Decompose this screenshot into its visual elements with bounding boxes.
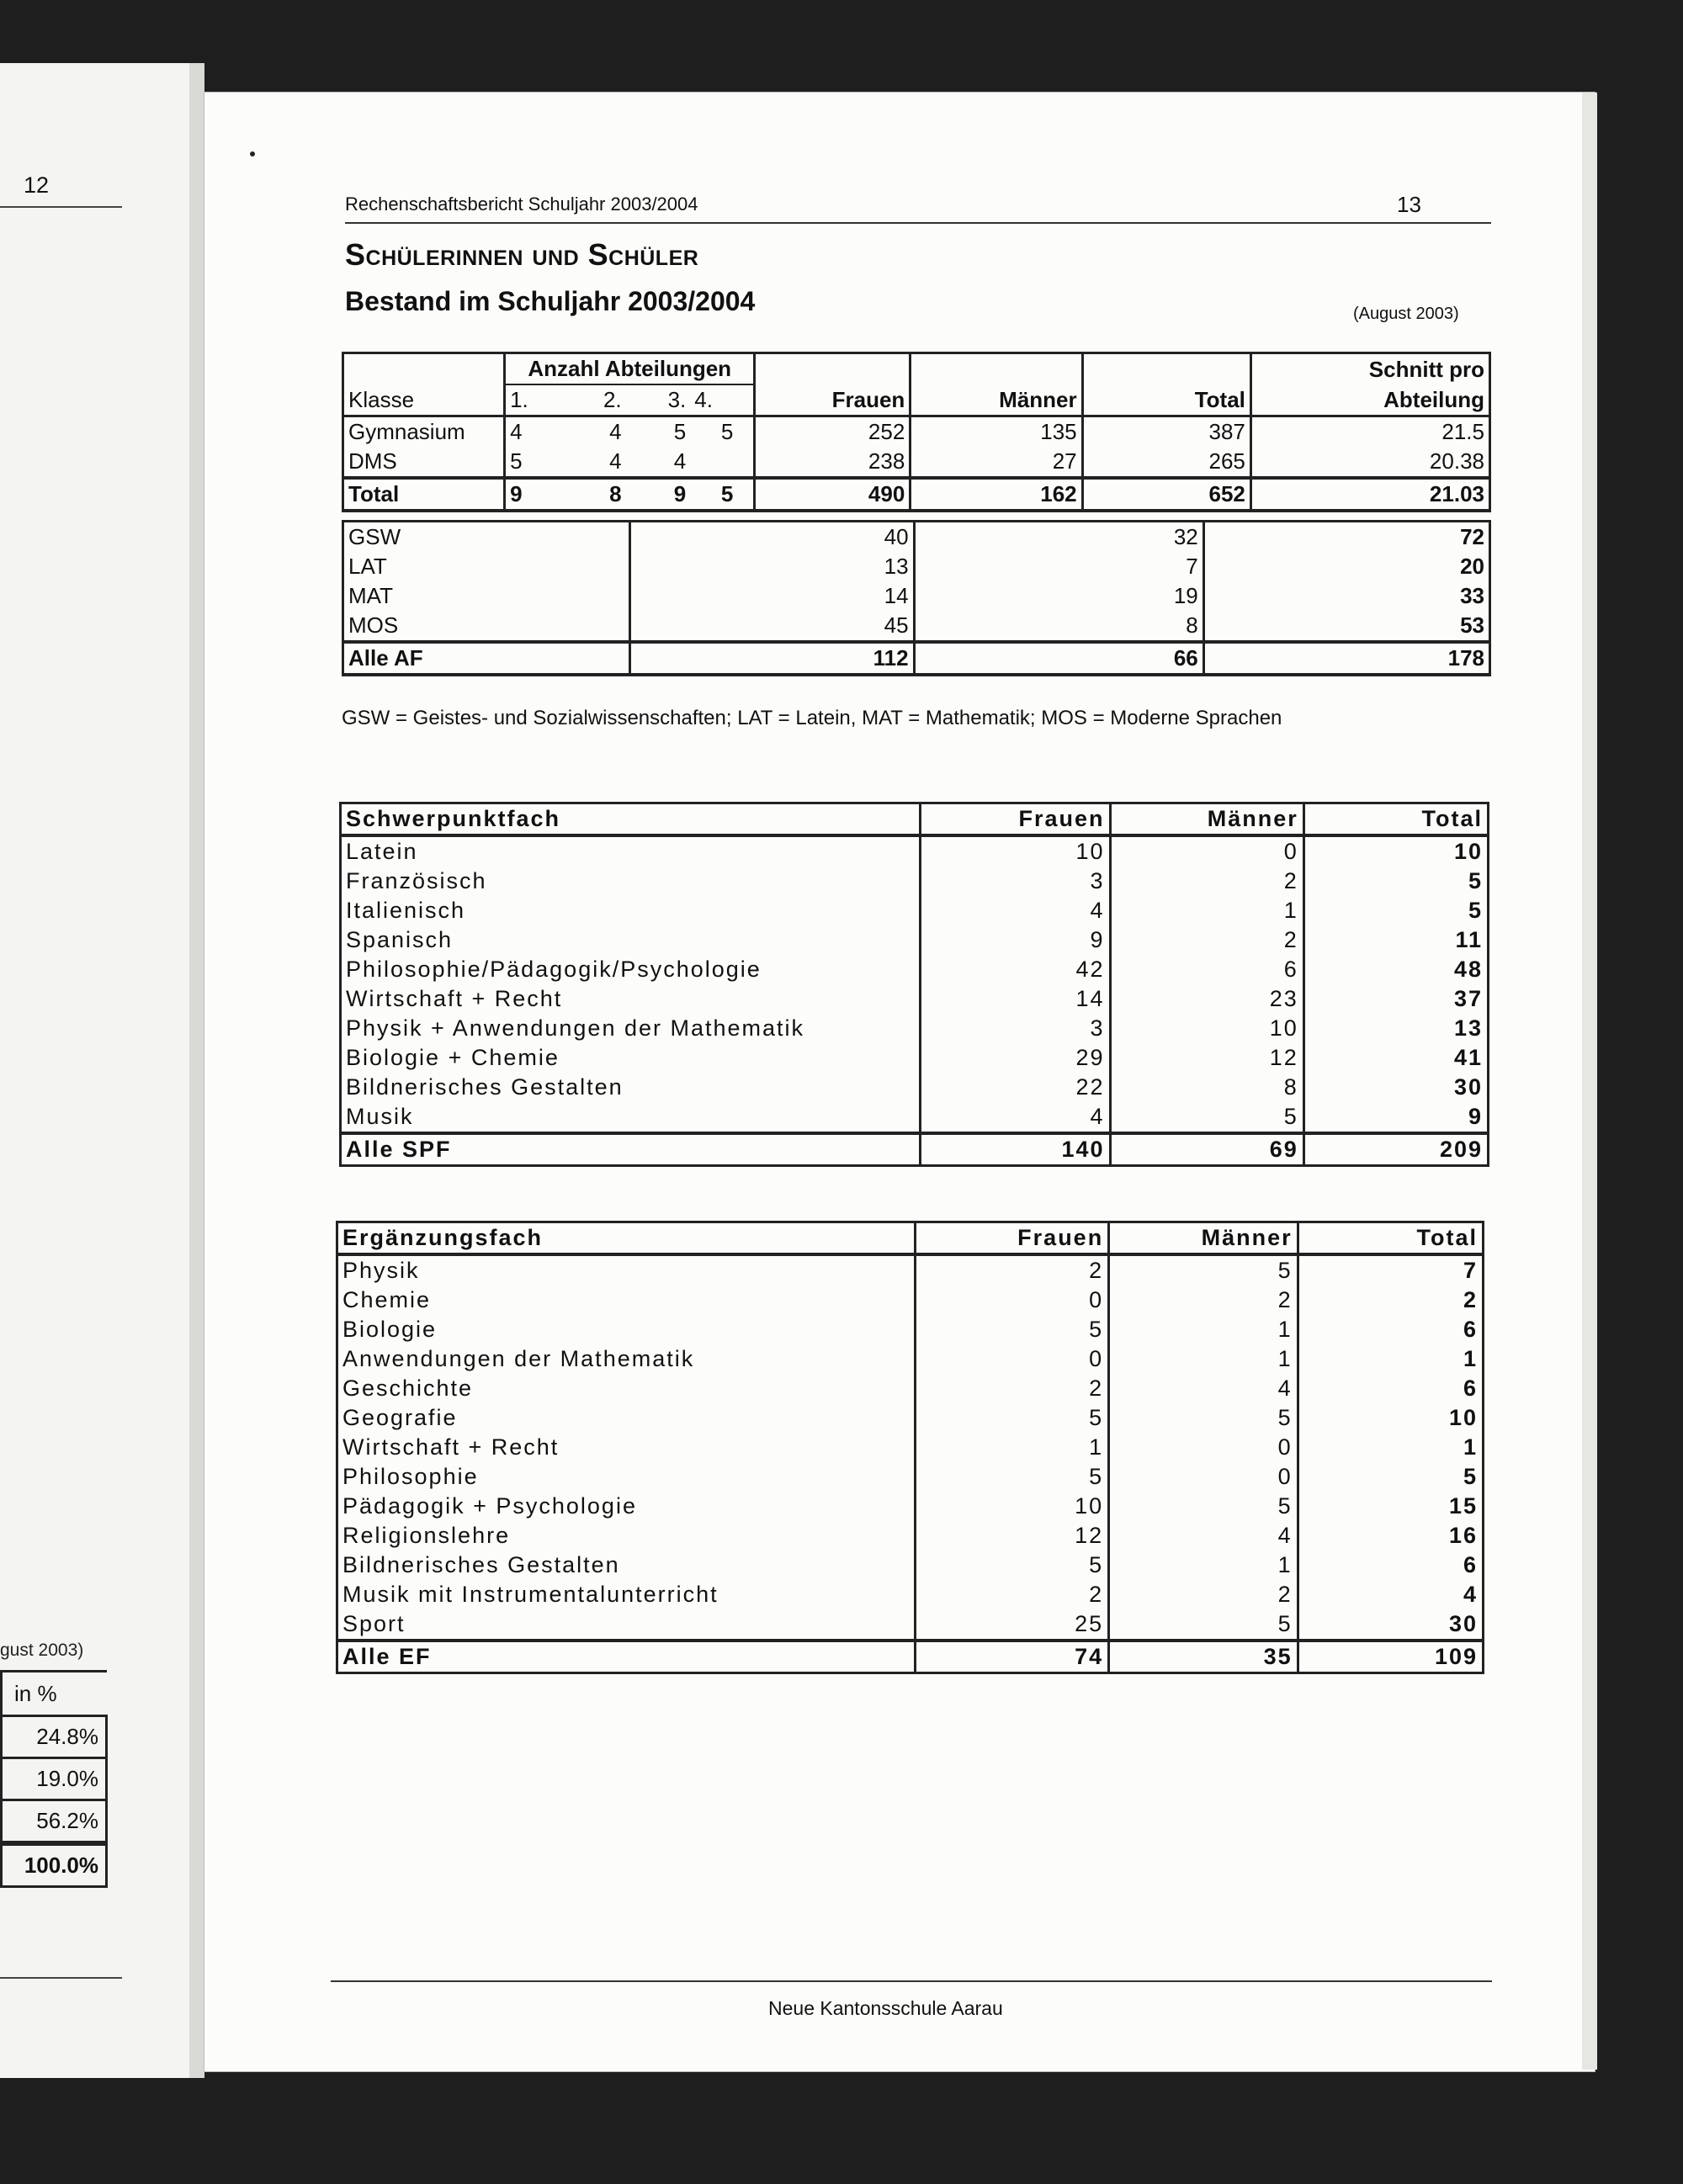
report-title: Rechenschaftsbericht Schuljahr 2003/2004 [345, 193, 698, 215]
footer-text: Neue Kantonsschule Aarau [768, 1997, 1003, 2019]
table-row [337, 1403, 1484, 1433]
left-percent-cell: 19.0% [2, 1758, 107, 1800]
left-percent-header: in % [2, 1672, 107, 1716]
ef-total-cell: 6 [1463, 1317, 1478, 1342]
left-date-fragment: gust 2003) [0, 1641, 84, 1660]
table-row [337, 1285, 1484, 1315]
year-label: 3. [626, 384, 691, 416]
ef-total-cell: 1 [1463, 1434, 1478, 1460]
table-row: MOS 45 8 53 [343, 611, 1490, 642]
left-percent-cell: 56.2% [2, 1800, 107, 1844]
table-row [341, 1043, 1489, 1073]
ef-maenner-cell: 1 [1109, 1551, 1298, 1580]
spf-name-cell: Wirtschaft + Recht [341, 984, 921, 1014]
ef-frauen-cell: 5 [915, 1403, 1108, 1433]
ef-maenner-cell: 2 [1109, 1285, 1298, 1315]
ef-maenner-cell: 0 [1109, 1462, 1298, 1492]
af-table [342, 520, 1491, 676]
spf-total-cell: 48 [1453, 957, 1483, 982]
table-row [337, 1254, 1484, 1285]
table-row [337, 1315, 1484, 1344]
spf-frauen-cell: 4 [921, 1102, 1110, 1133]
table-row [341, 867, 1489, 896]
left-percent-table [0, 1670, 108, 1888]
ef-maenner-cell: 5 [1109, 1254, 1298, 1285]
ef-maenner-cell: 2 [1109, 1580, 1298, 1609]
spf-total-cell: 30 [1453, 1074, 1483, 1100]
table-row [341, 896, 1489, 925]
left-page-number: 12 [24, 172, 50, 198]
spf-name-cell: Französisch [341, 867, 921, 896]
spf-maenner-cell: 2 [1110, 925, 1303, 955]
col-schnitt: Schnitt pro [1250, 353, 1489, 385]
ef-name-cell: Bildnerisches Gestalten [337, 1551, 916, 1580]
spf-maenner-cell: 8 [1110, 1073, 1303, 1102]
table-row: LAT 13 7 20 [343, 552, 1490, 581]
ef-total-cell: 6 [1463, 1552, 1478, 1577]
ef-frauen-cell: 2 [915, 1254, 1108, 1285]
spf-name-cell: Bildnerisches Gestalten [341, 1073, 921, 1102]
table-row [341, 835, 1489, 867]
table-row [341, 1102, 1489, 1133]
ef-name-cell: Pädagogik + Psychologie [337, 1492, 916, 1521]
total-row: Total 9 8 9 5 490 162 652 21.03 [343, 478, 1490, 511]
table-row [337, 1433, 1484, 1462]
ef-total-cell: 30 [1448, 1611, 1478, 1636]
ef-name-cell: Philosophie [337, 1462, 916, 1492]
ef-frauen-cell: 5 [915, 1315, 1108, 1344]
ef-maenner-cell: 1 [1109, 1344, 1298, 1374]
spf-maenner-cell: 2 [1110, 867, 1303, 896]
page-number: 13 [1397, 192, 1421, 217]
spf-total-cell: 9 [1468, 1104, 1483, 1129]
table-row [337, 1551, 1484, 1580]
ef-maenner-cell: 1 [1109, 1315, 1298, 1344]
table-row [341, 925, 1489, 955]
table-row: GSW 40 32 72 [343, 522, 1490, 553]
spf-maenner-cell: 5 [1110, 1102, 1303, 1133]
table-header: Schwerpunktfach Frauen Männer Total [341, 803, 1489, 836]
spf-name-cell: Italienisch [341, 896, 921, 925]
table-row [341, 955, 1489, 984]
spf-maenner-cell: 0 [1110, 835, 1303, 867]
ef-name-cell: Biologie [337, 1315, 916, 1344]
spf-total-cell: 37 [1453, 986, 1483, 1011]
spf-table [339, 802, 1489, 1167]
ef-total-cell: 6 [1463, 1376, 1478, 1401]
spf-frauen-cell: 22 [921, 1073, 1110, 1102]
spf-frauen-cell: 4 [921, 896, 1110, 925]
ef-maenner-cell: 5 [1109, 1403, 1298, 1433]
spf-maenner-cell: 23 [1110, 984, 1303, 1014]
header-anzahl: Anzahl Abteilungen [505, 353, 755, 385]
page-header [345, 190, 1491, 224]
ef-name-cell: Anwendungen der Mathematik [337, 1344, 916, 1374]
col-maenner: Männer [911, 353, 1082, 416]
ef-total-cell: 16 [1448, 1523, 1478, 1548]
ef-frauen-cell: 5 [915, 1551, 1108, 1580]
ef-name-cell: Physik [337, 1254, 916, 1285]
spf-maenner-cell: 10 [1110, 1014, 1303, 1043]
ef-name-cell: Chemie [337, 1285, 916, 1315]
total-row: Alle AF 112 66 178 [343, 642, 1490, 675]
ef-total-cell: 10 [1448, 1405, 1478, 1430]
col-schnitt-2: Abteilung [1250, 384, 1489, 416]
spf-total-cell: 5 [1468, 898, 1483, 923]
spf-name-cell: Physik + Anwendungen der Mathematik [341, 1014, 921, 1043]
ef-total-cell: 15 [1448, 1493, 1478, 1519]
spf-name-cell: Musik [341, 1102, 921, 1133]
year-label: 4. [690, 384, 755, 416]
spf-total-cell: 13 [1453, 1015, 1483, 1041]
year-label: 2. [561, 384, 626, 416]
speck [250, 151, 255, 156]
ef-maenner-cell: 4 [1109, 1521, 1298, 1551]
spf-maenner-cell: 12 [1110, 1043, 1303, 1073]
ef-frauen-cell: 25 [915, 1609, 1108, 1641]
table-row: DMS 5 4 4 238 27 265 20.38 [343, 447, 1490, 478]
spf-total-cell: 10 [1453, 839, 1483, 864]
ef-name-cell: Geografie [337, 1403, 916, 1433]
ef-name-cell: Religionslehre [337, 1521, 916, 1551]
ef-frauen-cell: 2 [915, 1580, 1108, 1609]
year-label: 1. [505, 384, 561, 416]
ef-frauen-cell: 5 [915, 1462, 1108, 1492]
ef-frauen-cell: 10 [915, 1492, 1108, 1521]
ef-name-cell: Musik mit Instrumentalunterricht [337, 1580, 916, 1609]
ef-total-cell: 5 [1463, 1464, 1478, 1489]
bestand-table [342, 352, 1491, 512]
left-page-fragment [0, 63, 189, 2078]
ef-name-cell: Geschichte [337, 1374, 916, 1403]
col-total: Total [1082, 353, 1250, 416]
total-row: Alle EF 74 35 109 [337, 1641, 1484, 1673]
spf-frauen-cell: 42 [921, 955, 1110, 984]
total-row: Alle SPF 140 69 209 [341, 1133, 1489, 1166]
ef-name-cell: Sport [337, 1609, 916, 1641]
table-row [337, 1492, 1484, 1521]
table-row [337, 1374, 1484, 1403]
ef-frauen-cell: 0 [915, 1344, 1108, 1374]
spf-name-cell: Latein [341, 835, 921, 867]
left-percent-total: 100.0% [2, 1843, 107, 1887]
table-row [341, 984, 1489, 1014]
main-page [204, 93, 1595, 2071]
table-header: Ergänzungsfach Frauen Männer Total [337, 1222, 1484, 1255]
spf-frauen-cell: 10 [921, 835, 1110, 867]
spf-total-cell: 41 [1453, 1045, 1483, 1070]
table-row [337, 1462, 1484, 1492]
section-subtitle: Bestand im Schuljahr 2003/2004 [345, 286, 756, 316]
col-frauen: Frauen [755, 353, 911, 416]
ef-total-cell: 1 [1463, 1346, 1478, 1371]
ef-maenner-cell: 5 [1109, 1609, 1298, 1641]
table-row [337, 1521, 1484, 1551]
ef-frauen-cell: 2 [915, 1374, 1108, 1403]
left-percent-cell: 24.8% [2, 1716, 107, 1758]
ef-maenner-cell: 0 [1109, 1433, 1298, 1462]
spf-total-cell: 5 [1468, 868, 1483, 893]
spf-total-cell: 11 [1455, 927, 1483, 952]
table-row [341, 1073, 1489, 1102]
header-klasse: Klasse [343, 384, 505, 416]
abbreviation-legend: GSW = Geistes- und Sozialwissenschaften; LAT = Latein, MAT = Mathematik; MOS = Moderne Sprachen [342, 707, 1282, 729]
spf-name-cell: Spanisch [341, 925, 921, 955]
spf-name-cell: Philosophie/Pädagogik/Psychologie [341, 955, 921, 984]
ef-table [336, 1221, 1484, 1674]
spf-name-cell: Biologie + Chemie [341, 1043, 921, 1073]
table-row [341, 1014, 1489, 1043]
ef-frauen-cell: 12 [915, 1521, 1108, 1551]
spf-maenner-cell: 6 [1110, 955, 1303, 984]
book-gutter [189, 63, 204, 2078]
page-footer [331, 1980, 1492, 2019]
as-of-date: (August 2003) [1353, 305, 1459, 323]
table-row: MAT 14 19 33 [343, 581, 1490, 611]
ef-frauen-cell: 1 [915, 1433, 1108, 1462]
spf-frauen-cell: 3 [921, 867, 1110, 896]
ef-total-cell: 2 [1463, 1287, 1478, 1312]
ef-maenner-cell: 5 [1109, 1492, 1298, 1521]
ef-maenner-cell: 4 [1109, 1374, 1298, 1403]
table-row [337, 1344, 1484, 1374]
ef-name-cell: Wirtschaft + Recht [337, 1433, 916, 1462]
left-header-rule [0, 206, 122, 208]
spf-frauen-cell: 9 [921, 925, 1110, 955]
spf-frauen-cell: 29 [921, 1043, 1110, 1073]
ef-frauen-cell: 0 [915, 1285, 1108, 1315]
spf-maenner-cell: 1 [1110, 896, 1303, 925]
page-edge [1582, 93, 1597, 2070]
section-title: Schülerinnen und Schüler [345, 237, 699, 272]
table-row: Gymnasium 4 4 5 5 252 135 387 21.5 [343, 416, 1490, 448]
spf-frauen-cell: 14 [921, 984, 1110, 1014]
ef-total-cell: 7 [1463, 1258, 1478, 1283]
ef-total-cell: 4 [1463, 1582, 1478, 1607]
spf-frauen-cell: 3 [921, 1014, 1110, 1043]
table-row [337, 1580, 1484, 1609]
left-footer-rule [0, 1977, 122, 1979]
table-row [337, 1609, 1484, 1641]
